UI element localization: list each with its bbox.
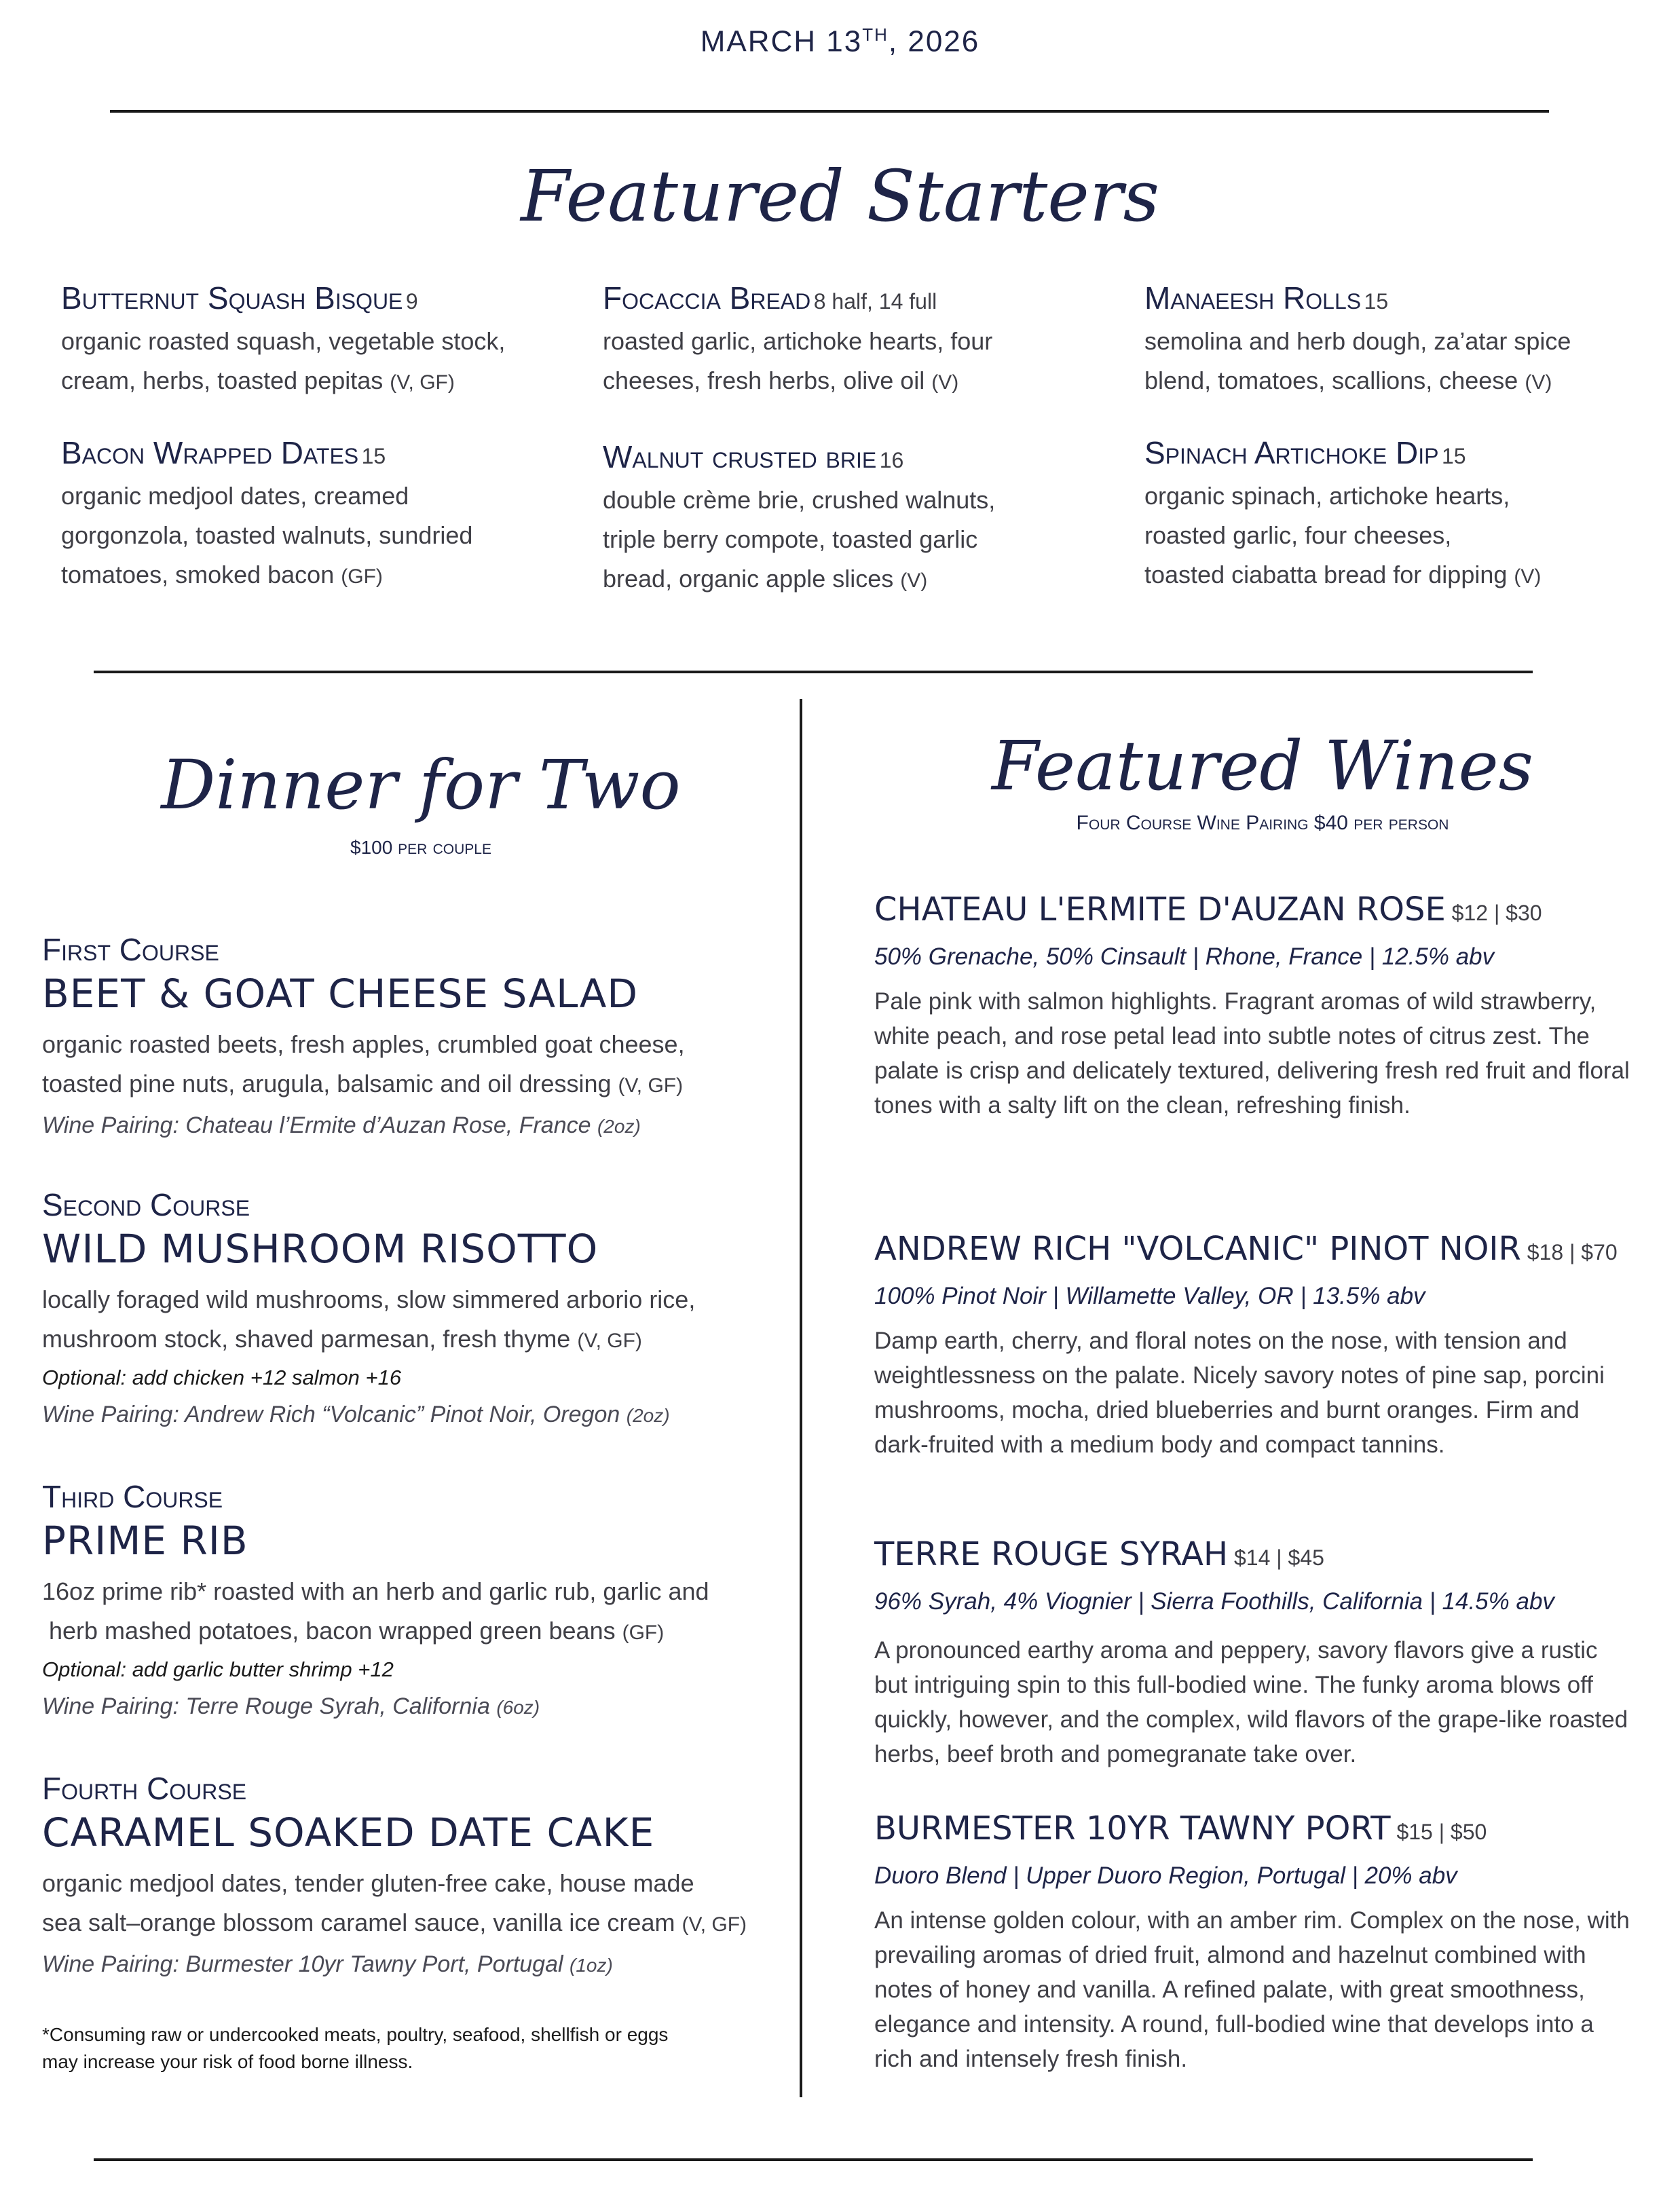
wine-item bbox=[874, 890, 1635, 1123]
wine-desc: A pronounced earthy aroma and peppery, savory flavors give a rustic but intriguing spin to this full-bodied wine. The funky aroma blows off quickly, however, and the complex, wild flavors of the grape-like roasted herbs, beef broth and pomegranate take over. bbox=[874, 1637, 1628, 1767]
starter-name: Butternut Squash Bisque bbox=[61, 280, 403, 316]
starter-name: Focaccia Bread bbox=[603, 280, 811, 316]
wine-desc: An intense golden colour, with an amber rim. Complex on the nose, with prevailing aromas of dried fruit, almond and hazelnut combined with notes of honey and vanilla. A refined palate, with great smoothness, elegance and intensity. A round, full-bodied wine that develops into a rich and intensely fresh finish. bbox=[874, 1907, 1630, 2072]
dinner-price: $100 per couple bbox=[350, 836, 491, 859]
column-divider bbox=[800, 699, 802, 2097]
course-block bbox=[42, 931, 685, 1146]
course-label: Fourth Course bbox=[42, 1771, 247, 1806]
starter-desc: roasted garlic, artichoke hearts, four cheeses, fresh herbs, olive oil (V) bbox=[603, 327, 993, 394]
starter-item bbox=[603, 280, 992, 402]
course-label: First Course bbox=[42, 932, 219, 967]
divider-top bbox=[110, 110, 1549, 113]
starter-price: 15 bbox=[1441, 444, 1466, 468]
wine-desc: Pale pink with salmon highlights. Fragrant aromas of wild strawberry, white peach, and rose petal lead into subtle notes of citrus zest. The palate is crisp and delicately textured, delivering fresh red fruit and floral tones with a salty lift on the clean, refreshing finish. bbox=[874, 988, 1630, 1119]
wine-item bbox=[874, 1535, 1635, 1771]
starter-desc: double crème brie, crushed walnuts, triple berry compote, toasted garlic bread, organic apple slices (V) bbox=[603, 486, 996, 593]
starter-price: 9 bbox=[405, 289, 418, 314]
wine-desc: Damp earth, cherry, and floral notes on the nose, with tension and weightlessness on the palate. Nicely savory notes of pine sap, porcini mushrooms, mocha, dried blueberries and burnt oranges. Firm and dark-fruited with a medium body and compact tannins. bbox=[874, 1328, 1605, 1458]
course-label: Third Course bbox=[42, 1479, 223, 1514]
course-desc: locally foraged wild mushrooms, slow simmered arborio rice, mushroom stock, shaved parmesan, fresh thyme (V, GF) bbox=[42, 1286, 696, 1353]
starter-name: Spinach Artichoke Dip bbox=[1144, 435, 1439, 470]
wine-meta: 96% Syrah, 4% Viognier | Sierra Foothills, California | 14.5% abv bbox=[874, 1588, 1554, 1615]
wine-item bbox=[874, 1809, 1635, 2076]
menu-date: MARCH 13TH, 2026 bbox=[700, 24, 980, 58]
course-block bbox=[42, 1770, 747, 1985]
health-footnote: *Consuming raw or undercooked meats, poultry, seafood, shellfish or eggs may increase your risk of food borne illness. bbox=[42, 2024, 669, 2072]
starter-price: 15 bbox=[1364, 289, 1389, 314]
wine-price: $12 | $30 bbox=[1451, 901, 1542, 925]
course-optional: Optional: add garlic butter shrimp +12 bbox=[42, 1657, 394, 1681]
starter-price: 8 half, 14 full bbox=[813, 289, 937, 314]
wine-price: $15 | $50 bbox=[1396, 1820, 1487, 1844]
course-desc: 16oz prime rib* roasted with an herb and garlic rub, garlic and herb mashed potatoes, bacon wrapped green beans (GF) bbox=[42, 1577, 709, 1645]
starter-name: Walnut crusted brie bbox=[603, 439, 877, 474]
wine-name: TERRE ROUGE SYRAH bbox=[874, 1535, 1229, 1573]
starter-price: 16 bbox=[879, 448, 904, 472]
starter-name: Manaeesh Rolls bbox=[1144, 280, 1362, 316]
wines-heading: Featured Wines bbox=[992, 726, 1533, 806]
course-desc: organic medjool dates, tender gluten-free cake, house made sea salt–orange blossom caramel sauce, vanilla ice cream (V, GF) bbox=[42, 1869, 747, 1936]
course-block bbox=[42, 1478, 709, 1727]
starter-desc: organic roasted squash, vegetable stock, cream, herbs, toasted pepitas (V, GF) bbox=[61, 327, 506, 394]
starter-item bbox=[603, 438, 995, 601]
wine-name: CHATEAU L'ERMITE D'AUZAN ROSE bbox=[874, 890, 1446, 928]
wine-meta: Duoro Blend | Upper Duoro Region, Portugal | 20% abv bbox=[874, 1862, 1457, 1889]
course-title: PRIME RIB bbox=[42, 1518, 248, 1564]
starter-price: 15 bbox=[361, 444, 386, 468]
wine-meta: 100% Pinot Noir | Willamette Valley, OR | 13.5% abv bbox=[874, 1283, 1425, 1309]
starter-desc: organic spinach, artichoke hearts, roasted garlic, four cheeses, toasted ciabatta bread for dipping (V) bbox=[1144, 482, 1542, 588]
wine-price: $18 | $70 bbox=[1527, 1240, 1618, 1264]
divider-bottom bbox=[94, 2158, 1533, 2161]
course-label: Second Course bbox=[42, 1187, 250, 1222]
course-pairing: Wine Pairing: Burmester 10yr Tawny Port, Portugal (1oz) bbox=[42, 1951, 613, 1977]
course-pairing: Wine Pairing: Andrew Rich “Volcanic” Pinot Noir, Oregon (2oz) bbox=[42, 1402, 670, 1427]
starter-name: Bacon Wrapped Dates bbox=[61, 435, 359, 470]
wine-name: BURMESTER 10YR TAWNY PORT bbox=[874, 1809, 1391, 1847]
starter-item bbox=[1144, 280, 1571, 402]
course-desc: organic roasted beets, fresh apples, crumbled goat cheese, toasted pine nuts, arugula, balsamic and oil dressing (V, GF) bbox=[42, 1030, 685, 1098]
course-title: BEET & GOAT CHEESE SALAD bbox=[42, 971, 639, 1017]
divider-middle bbox=[94, 671, 1533, 673]
starter-item bbox=[61, 434, 472, 597]
course-optional: Optional: add chicken +12 salmon +16 bbox=[42, 1366, 402, 1389]
wine-meta: 50% Grenache, 50% Cinsault | Rhone, France | 12.5% abv bbox=[874, 943, 1495, 970]
wine-price: $14 | $45 bbox=[1234, 1545, 1324, 1570]
wine-name: ANDREW RICH "VOLCANIC" PINOT NOIR bbox=[874, 1230, 1521, 1268]
course-title: CARAMEL SOAKED DATE CAKE bbox=[42, 1809, 655, 1856]
starter-item bbox=[1144, 434, 1541, 597]
course-pairing: Wine Pairing: Terre Rouge Syrah, California (6oz) bbox=[42, 1693, 540, 1719]
course-pairing: Wine Pairing: Chateau l’Ermite d’Auzan Rose, France (2oz) bbox=[42, 1112, 641, 1138]
course-block bbox=[42, 1186, 695, 1436]
starter-desc: semolina and herb dough, za’atar spice blend, tomatoes, scallions, cheese (V) bbox=[1144, 327, 1571, 394]
starter-desc: organic medjool dates, creamed gorgonzola, toasted walnuts, sundried tomatoes, smoked bacon (GF) bbox=[61, 482, 473, 588]
starters-heading: Featured Starters bbox=[521, 155, 1159, 238]
course-title: WILD MUSHROOM RISOTTO bbox=[42, 1226, 599, 1272]
wine-item bbox=[874, 1230, 1635, 1462]
starter-item bbox=[61, 280, 505, 402]
dinner-heading: Dinner for Two bbox=[161, 745, 681, 825]
wine-pairing-subtitle: Four Course Wine Pairing $40 per person bbox=[1076, 812, 1449, 834]
